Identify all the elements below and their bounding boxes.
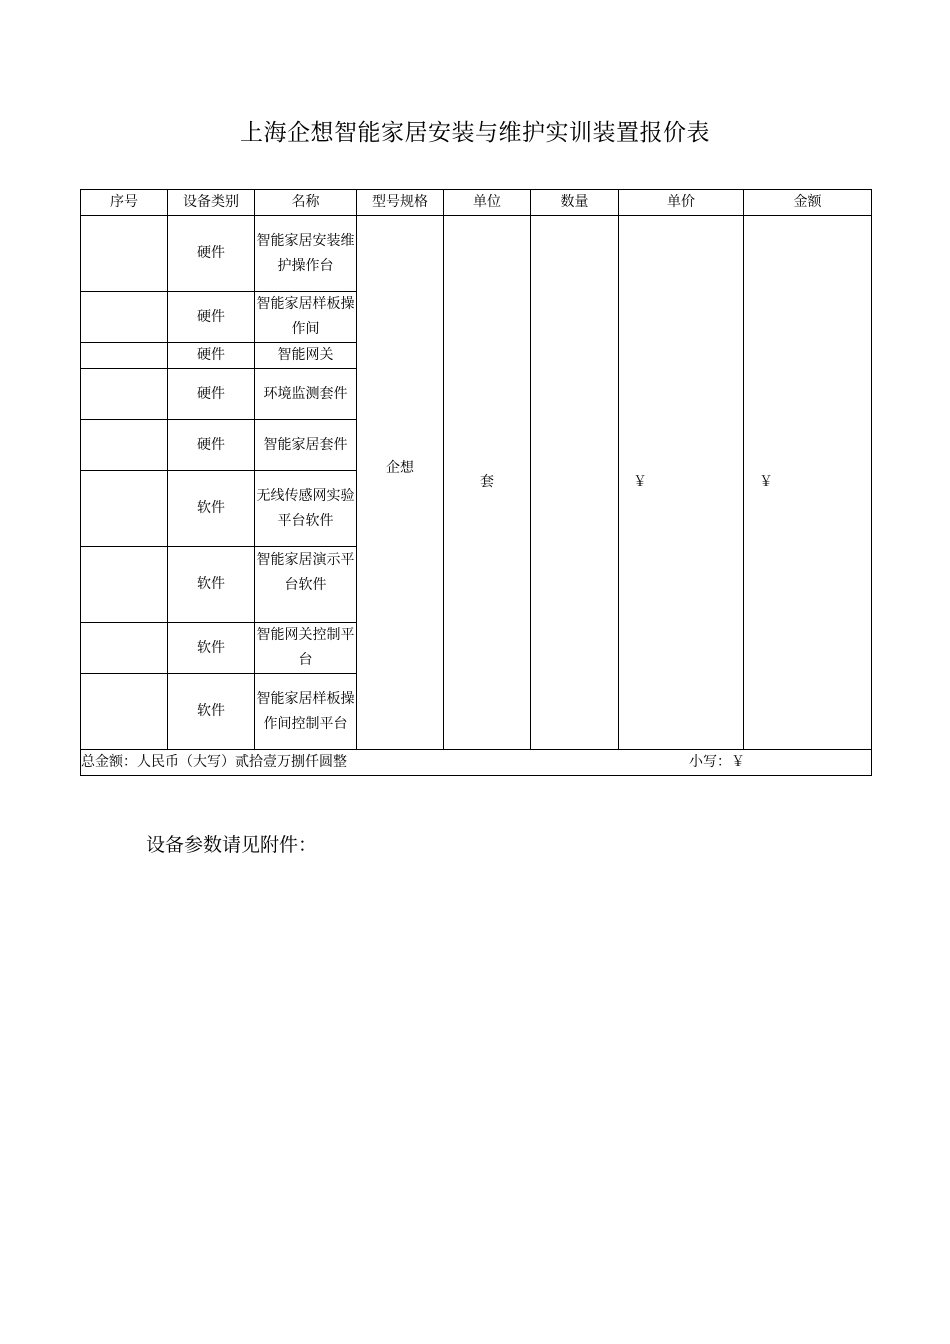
total-cell: [81, 750, 872, 776]
cell-name: 智能家居样板操作间控制平台: [255, 674, 357, 750]
cell-name: 智能家居样板操作间: [255, 292, 357, 343]
cell-no: [81, 674, 168, 750]
cell-category: 硬件: [168, 343, 255, 369]
cell-name: 智能网关: [255, 343, 357, 369]
cell-name: 智能家居安装维护操作台: [255, 216, 357, 292]
header-quantity: 数量: [531, 190, 619, 216]
table-header-row: [81, 190, 872, 216]
cell-no: [81, 471, 168, 547]
cell-no: [81, 420, 168, 471]
cell-category: 硬件: [168, 369, 255, 420]
header-amount: 金额: [744, 190, 872, 216]
cell-name: 无线传感网实验平台软件: [255, 471, 357, 547]
cell-no: [81, 623, 168, 674]
cell-no: [81, 369, 168, 420]
cell-category: 软件: [168, 471, 255, 547]
cell-no: [81, 343, 168, 369]
document-title: 上海企想智能家居安装与维护实训装置报价表: [240, 120, 710, 146]
header-unit-price: 单价: [619, 190, 744, 216]
cell-unit: 套: [444, 216, 531, 750]
attachment-note: 设备参数请见附件：: [146, 834, 318, 856]
cell-category: 硬件: [168, 420, 255, 471]
total-amount-figures: 小写：￥: [689, 754, 745, 770]
cell-unit-price: ￥: [619, 216, 744, 750]
cell-amount: ￥: [744, 216, 872, 750]
table-row: [81, 216, 872, 292]
header-category: 设备类别: [168, 190, 255, 216]
cell-category: 硬件: [168, 216, 255, 292]
header-no: 序号: [81, 190, 168, 216]
header-name: 名称: [255, 190, 357, 216]
cell-no: [81, 216, 168, 292]
total-row: [81, 750, 872, 776]
header-unit: 单位: [444, 190, 531, 216]
cell-category: 硬件: [168, 292, 255, 343]
cell-category: 软件: [168, 623, 255, 674]
cell-quantity: [531, 216, 619, 750]
cell-name: 智能网关控制平台: [255, 623, 357, 674]
header-model: 型号规格: [357, 190, 444, 216]
quote-table: [80, 189, 872, 776]
cell-no: [81, 547, 168, 623]
cell-category: 软件: [168, 674, 255, 750]
cell-no: [81, 292, 168, 343]
cell-name: 环境监测套件: [255, 369, 357, 420]
total-amount-words: 总金额：人民币（大写）贰拾壹万捌仟圆整: [81, 754, 347, 770]
cell-name: 智能家居套件: [255, 420, 357, 471]
cell-model: 企想: [357, 216, 444, 750]
cell-name: 智能家居演示平台软件: [255, 547, 357, 623]
cell-category: 软件: [168, 547, 255, 623]
